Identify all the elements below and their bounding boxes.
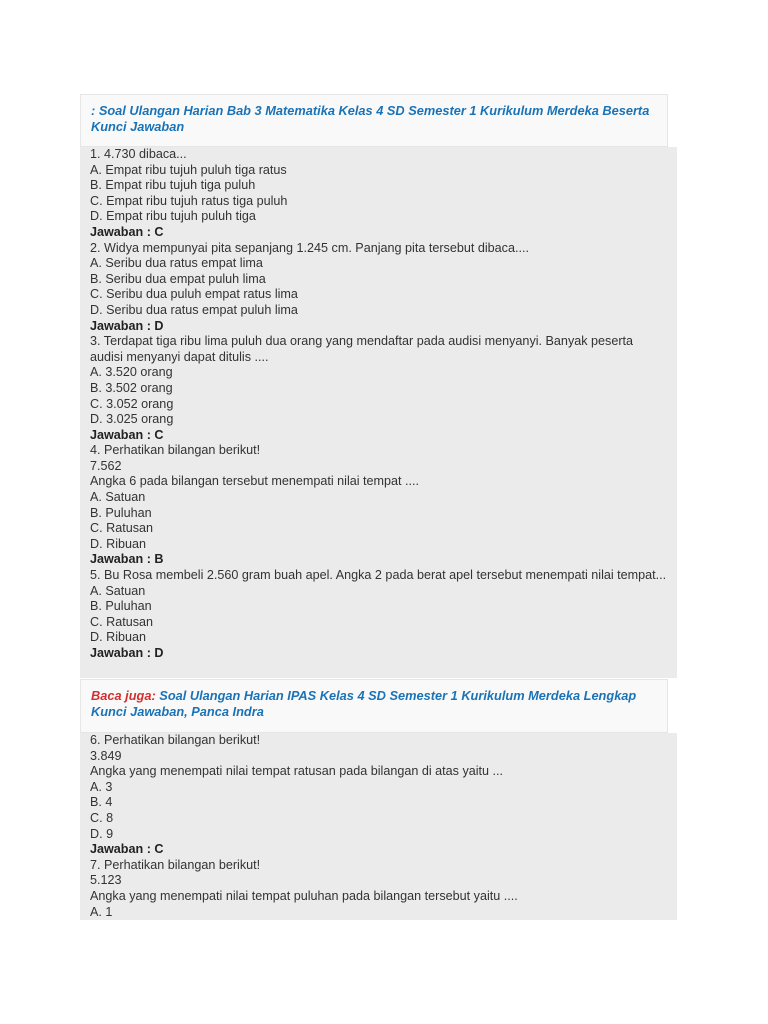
related-article-callout [80,94,668,147]
option-line: C. Ratusan [90,521,153,536]
question-block-1 [80,147,677,678]
option-line: C. 3.052 orang [90,396,174,411]
callout-prefix: : [91,103,96,118]
answer-line: Jawaban : C [90,224,164,239]
option-line: B. 3.502 orang [90,380,173,395]
related-article-link[interactable]: Soal Ulangan Harian Bab 3 Matematika Kelas 4 SD Semester 1 Kurikulum Merdeka Beserta Kunci Jawaban [91,103,650,134]
baca-juga-link[interactable]: Soal Ulangan Harian IPAS Kelas 4 SD Semester 1 Kurikulum Merdeka Lengkap Kunci Jawaban, Panca Indra [91,688,637,719]
option-line: A. Seribu dua ratus empat lima [90,256,263,271]
question-block-2 [80,733,677,920]
answer-line: Jawaban : D [90,318,164,333]
question-text: 5. Bu Rosa membeli 2.560 gram buah apel. Angka 2 pada berat apel tersebut menempati nilai tempat... [90,568,667,583]
option-line: A. Satuan [90,490,146,505]
option-line: D. Empat ribu tujuh puluh tiga [90,209,256,224]
option-line: D. 9 [90,826,114,841]
option-line: B. Puluhan [90,505,152,520]
option-line: A. 3.520 orang [90,365,173,380]
option-line: A. Satuan [90,583,146,598]
question-lines [80,147,677,662]
question-text: 4. Perhatikan bilangan berikut! [90,443,261,458]
answer-line: Jawaban : C [90,427,164,442]
question-detail: Angka 6 pada bilangan tersebut menempati nilai tempat .... [90,474,420,489]
option-line: C. 8 [90,810,114,825]
option-line: D. 3.025 orang [90,412,174,427]
option-line: A. 3 [90,779,113,794]
option-line: D. Ribuan [90,536,147,551]
option-line: A. 1 [90,904,113,919]
question-text: 6. Perhatikan bilangan berikut! [90,733,261,747]
question-text: 5.123 [90,873,122,888]
option-line: D. Seribu dua ratus empat puluh lima [90,302,298,317]
option-line: C. Ratusan [90,614,153,629]
option-line: D. Ribuan [90,630,147,645]
option-line: A. Empat ribu tujuh puluh tiga ratus [90,162,287,177]
option-line: B. Puluhan [90,599,152,614]
question-text: 7. Perhatikan bilangan berikut! [90,857,261,872]
option-line: B. 4 [90,795,113,810]
answer-line: Jawaban : D [90,646,164,660]
baca-juga-callout [80,679,668,733]
question-detail: Angka yang menempati nilai tempat puluhan pada bilangan tersebut yaitu .... [90,888,518,903]
baca-juga-label: Baca juga: [91,688,156,703]
question-detail: Angka yang menempati nilai tempat ratusan pada bilangan di atas yaitu ... [90,764,504,779]
option-line: B. Empat ribu tujuh tiga puluh [90,178,256,193]
answer-line: Jawaban : B [90,552,164,567]
question-text: 3.849 [90,748,122,763]
question-text: 1. 4.730 dibaca... [90,147,187,161]
question-text: 7.562 [90,458,122,473]
option-line: C. Seribu dua puluh empat ratus lima [90,287,298,302]
answer-line: Jawaban : C [90,842,164,857]
question-lines [80,733,677,920]
question-text: 2. Widya mempunyai pita sepanjang 1.245 cm. Panjang pita tersebut dibaca.... [90,240,529,255]
question-text: 3. Terdapat tiga ribu lima puluh dua orang yang mendaftar pada audisi menyanyi. Banyak peserta audisi menyanyi dapat ditulis .... [90,334,634,364]
option-line: C. Empat ribu tujuh ratus tiga puluh [90,193,288,208]
option-line: B. Seribu dua empat puluh lima [90,271,266,286]
